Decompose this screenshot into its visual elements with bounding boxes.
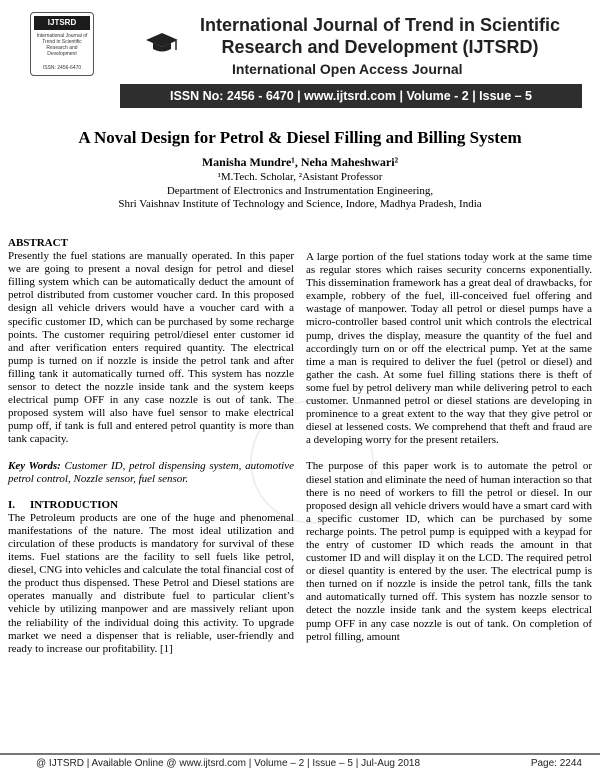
journal-logo xyxy=(30,12,94,76)
abstract-heading: ABSTRACT xyxy=(8,237,68,249)
journal-title xyxy=(180,14,580,58)
left-column xyxy=(8,237,294,656)
intro-title: INTRODUCTION xyxy=(30,498,119,511)
affil-roles: ¹M.Tech. Scholar, ²Asistant Professor xyxy=(217,171,383,183)
affil-institute: Shri Vaishnav Institute of Technology and Science, Indore, Madhya Pradesh, India xyxy=(118,198,482,210)
keywords-label: Key Words: xyxy=(8,459,61,472)
right-paragraph-2: The purpose of this paper work is to automate the petrol or diesel station and eliminate the need of human interaction so that there is no need of workers to fill the petrol or diesel. In our proposed design all vehicle drivers would have a smart card with a specific customer ID, which can be purchased by some recharge points. The petrol pump is equipped with a keypad for the entry of customer ID which reads the amount in that customer ID and will display it on the LCD. The required petrol or diesel quantity is entered by the user. The electrical pump is then turned on if nozzle is inside the petrol tank, fills the tank and automatically turned off. This system has nozzle sensor to detect the nozzle inside tank and the system keeps electrical pump OFF in any case nozzle is out of tank. On completion of petrol filling, amount xyxy=(306,460,592,643)
paper-title: A Noval Design for Petrol & Diesel Filling and Billing System xyxy=(78,128,522,147)
footer-text: @ IJTSRD | Available Online @ www.ijtsrd.com | Volume – 2 | Issue – 5 | Jul-Aug 2018 xyxy=(36,758,421,769)
intro-heading xyxy=(8,499,294,512)
graduation-cap-icon xyxy=(145,32,179,54)
issn-bar-text: ISSN No: 2456 - 6470 | www.ijtsrd.com | Volume - 2 | Issue – 5 xyxy=(169,89,532,103)
paper-affiliations xyxy=(0,171,600,212)
intro-text: The Petroleum products are one of the huge and phenomenal manifestations of the nature. The most ideal utilization and circulation of these products is mandatory for survival of these items. Fuel stations are the facility to sell fuels like petrol, diesel, CNG into vehicles and calculate the total financial cost of the product thus dispensed. These Petrol and Diesel stations are operates manually and distribute fuel to particular client’s vehicle by utilizing manpower and are massively reliant upon the reliability of the individual doing this activity. To upgrade market we need a dispenser that is reliable, user-friendly and ready to increase our profitability. [1] xyxy=(8,511,294,655)
issn-bar xyxy=(120,84,582,108)
journal-subtitle: International Open Access Journal xyxy=(232,61,463,77)
affil-department: Department of Electronics and Instrumentation Engineering, xyxy=(166,184,434,197)
footer-divider xyxy=(0,753,600,755)
logo-text: International Journal of Trend in Scientific Research and Development xyxy=(36,33,88,57)
page-number: Page: 2244 xyxy=(530,758,582,769)
keywords xyxy=(8,460,294,486)
right-paragraph-1: A large portion of the fuel stations today work at the same time as regular stores which raises security concerns exponentially. This dissemination framework has a great deal of drawbacks, for example, robbery of the fuel, ill-conceived fuel offering and wastage of manpower. Today all petrol or diesel pumps have a micro-controller based control unit which controls the electrical pump, drives the display, measure the quantity of the fuel and accordingly turn on or off the electrical pump. Yet at the same time a man is required to deliver the fuel (petrol or diesel) and gather the cash. At some fuel filling stations there is theft of some fuel by petrol delivery man while delivering petrol to each customer. Unmanned petrol or diesel stations are developing in prominence to a great extent to the way that they give petrol or diesel at lessened costs. We comprehend that theft and fraud are a developing worry for the present retailers. xyxy=(306,251,592,447)
paper-authors: Manisha Mundre¹, Neha Maheshwari² xyxy=(201,155,399,169)
abstract-text: Presently the fuel stations are manually operated. In this paper we are going to present a noval design for petrol and diesel filling system which can be automatically deduct the amount of petrol distributed from customer voucher card. In this proposed design all vehicle drivers would have a voucher card with a specific customer ID, which can be purchased by some recharge points. The customer requiring petrol/diesel enter customer id and after verification enters required quantity. The electrical pump is turned on if nozzle is inside the petrol tank and after filling tank it automatically turned off. This system has nozzle sensor to detect the nozzle inside tank and the system keeps electrical pump OFF in any case nozzle is out of tank. The proposed system will also have fuel sensor to make electrical pump off, if tank is full and entered petrol quantity is more than tank capacity. xyxy=(8,250,294,446)
journal-title-line1: International Journal of Trend in Scientific xyxy=(199,15,561,35)
keywords-text: Customer ID, petrol dispensing system, automotive petrol control, Nozzle sensor, fuel sensor. xyxy=(8,459,295,485)
right-column xyxy=(306,251,592,644)
journal-title-line2: Research and Development (IJTSRD) xyxy=(221,37,539,57)
journal-header xyxy=(0,0,600,112)
intro-number: I. xyxy=(8,498,16,511)
logo-acronym: IJTSRD xyxy=(34,16,90,30)
logo-issn: ISSN: 2456-6470 xyxy=(42,65,82,71)
